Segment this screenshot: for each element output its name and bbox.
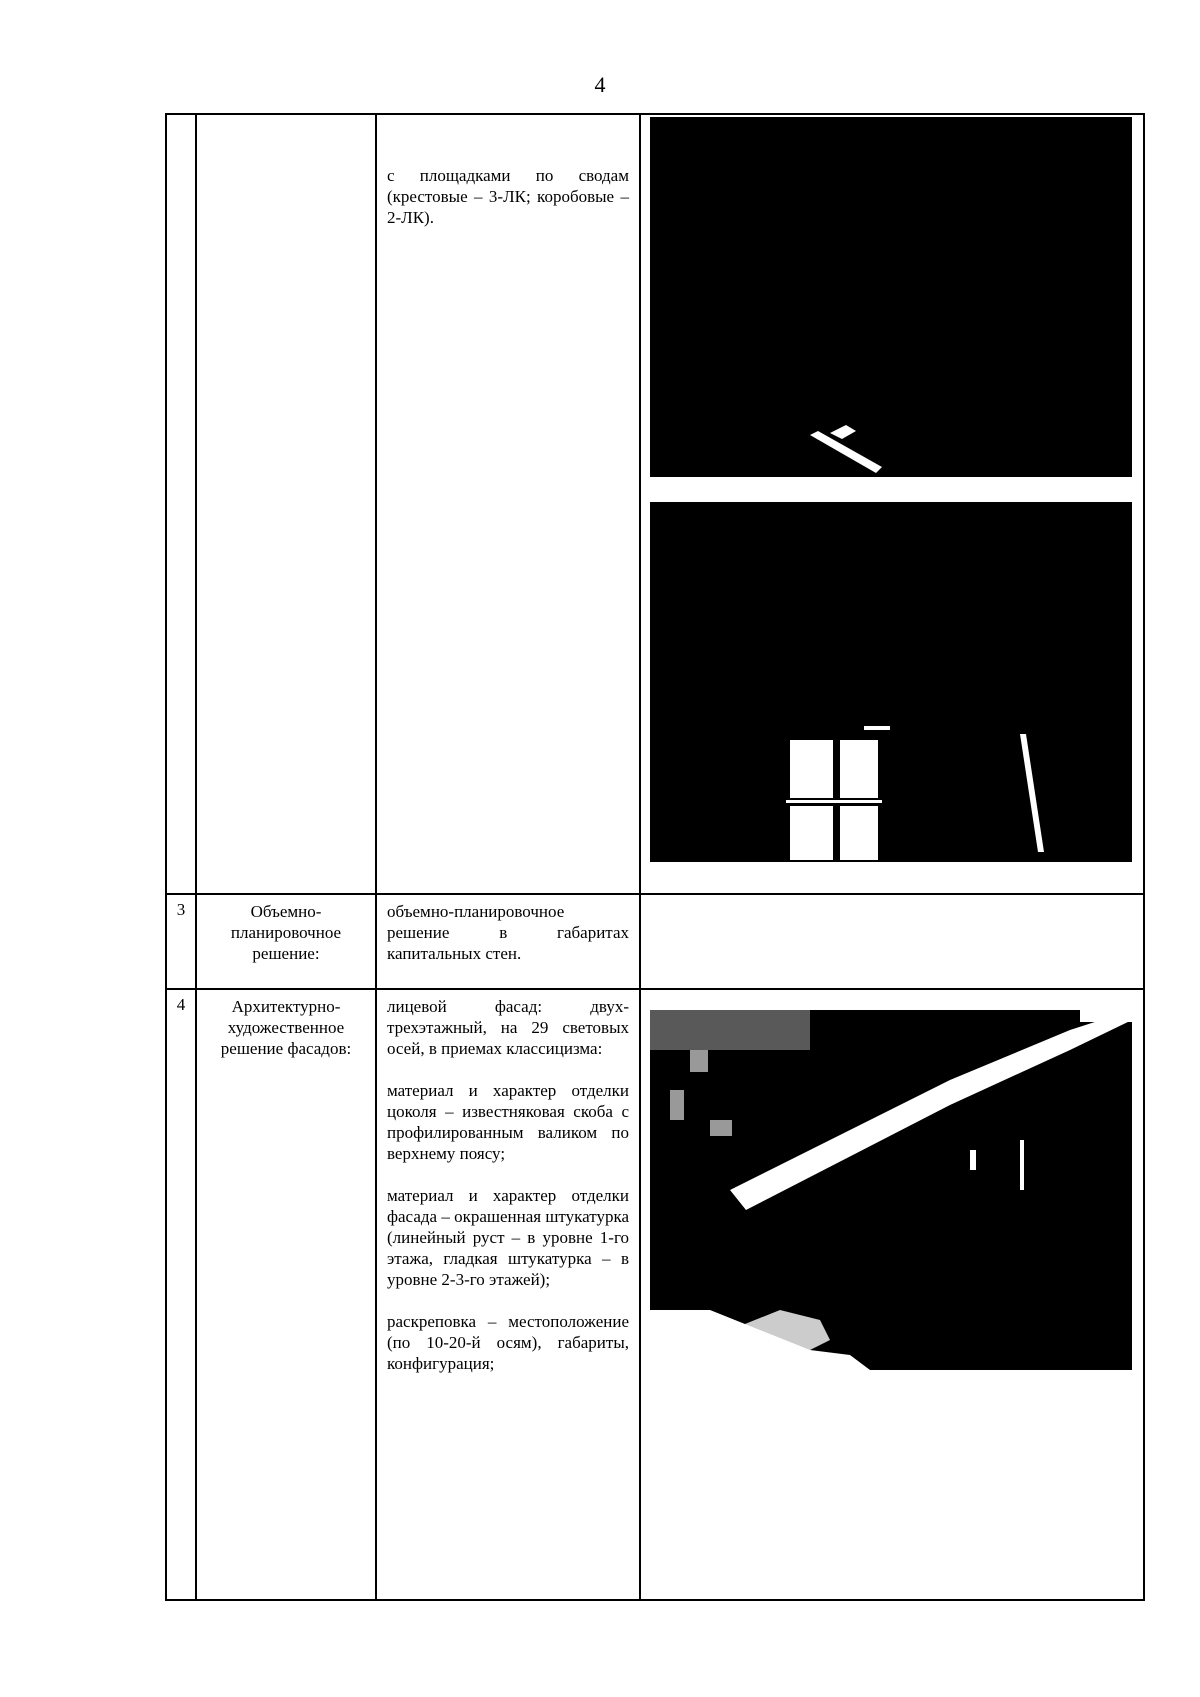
table-row <box>166 114 1144 894</box>
row-number-cell <box>166 114 196 894</box>
photo-cell <box>640 989 1144 1600</box>
parameter-cell <box>196 114 376 894</box>
parameter-cell: Архитектурно-художественное решение фасадов: <box>196 989 376 1600</box>
parameter-cell: Объемно-планировочное решение: <box>196 894 376 989</box>
description-paragraph: объемно-планировочное решение в габаритах капитальных стен. <box>387 902 629 963</box>
interior-window-photo <box>650 502 1132 862</box>
row-number-cell: 3 <box>166 894 196 989</box>
photo-cell <box>640 894 1144 989</box>
page-number: 4 <box>594 72 606 97</box>
description-paragraph: материал и характер отделки фасада – окрашенная штукатурка (линейный руст – в уровне 1-го этажа, гладкая штукатурка – в уровне 2-3-го этажей); <box>387 1186 629 1289</box>
description-cell <box>376 989 640 1600</box>
description-paragraph: материал и характер отделки цоколя – известняковая скоба с профилированным валиком по верхнему поясу; <box>387 1081 629 1163</box>
object-description-table <box>165 113 1145 1601</box>
interior-vault-photo <box>650 115 1132 477</box>
table-row <box>166 894 1144 989</box>
table-row <box>166 989 1144 1600</box>
facade-street-photo <box>650 1010 1132 1370</box>
row-number-cell: 4 <box>166 989 196 1600</box>
photo-cell <box>640 114 1144 894</box>
description-paragraph: раскреповка – местоположение (по 10-20-й осям), габариты, конфигурация; <box>387 1312 629 1373</box>
description-paragraph: с площадками по сводам (крестовые – 3-ЛК; коробовые – 2-ЛК). <box>387 166 629 227</box>
description-paragraph: лицевой фасад: двух-трехэтажный, на 29 световых осей, в приемах классицизма: <box>387 997 629 1058</box>
description-cell <box>376 894 640 989</box>
description-cell <box>376 114 640 894</box>
